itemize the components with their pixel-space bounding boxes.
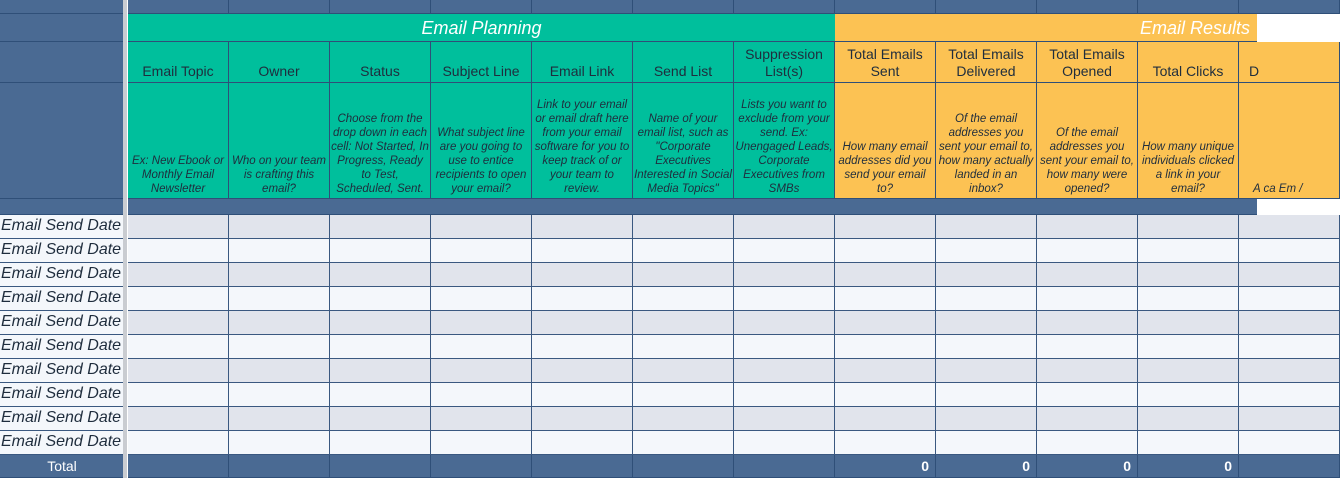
- data-row: [0, 383, 1257, 407]
- header-total-clicks[interactable]: Total Clicks: [1138, 42, 1239, 83]
- data-cell[interactable]: [532, 431, 633, 455]
- desc-status[interactable]: Choose from the drop down in each cell: Not Started, In Progress, Ready to Test, Scheduled, Sent.: [330, 83, 431, 199]
- data-cell[interactable]: [128, 407, 229, 431]
- total-cell[interactable]: [734, 455, 835, 478]
- data-cell[interactable]: [330, 239, 431, 263]
- data-cell[interactable]: [1239, 359, 1340, 383]
- data-cell[interactable]: [1037, 311, 1138, 335]
- data-cell[interactable]: [330, 263, 431, 287]
- header-owner[interactable]: Owner: [229, 42, 330, 83]
- cell[interactable]: [835, 0, 936, 14]
- data-row: [0, 311, 1257, 335]
- data-cell[interactable]: [229, 311, 330, 335]
- data-cell[interactable]: [128, 431, 229, 455]
- cell[interactable]: [128, 0, 229, 14]
- data-cell[interactable]: [330, 383, 431, 407]
- data-cell[interactable]: [734, 383, 835, 407]
- data-cell[interactable]: [431, 383, 532, 407]
- desc-send-list[interactable]: Name of your email list, such as "Corporate Executives Interested in Social Media Topics": [633, 83, 734, 199]
- cell[interactable]: [734, 0, 835, 14]
- data-cell[interactable]: [128, 287, 229, 311]
- data-cell[interactable]: [835, 407, 936, 431]
- data-row: [0, 359, 1257, 383]
- cell[interactable]: [1037, 0, 1138, 14]
- total-cell[interactable]: [431, 455, 532, 478]
- data-cell[interactable]: [1239, 239, 1340, 263]
- row-label-email-send-date[interactable]: Email Send Date: [0, 287, 124, 311]
- data-cell[interactable]: [1239, 215, 1340, 239]
- data-cell[interactable]: [532, 311, 633, 335]
- data-cell[interactable]: [1138, 215, 1239, 239]
- total-cell[interactable]: [633, 455, 734, 478]
- data-cell[interactable]: [936, 383, 1037, 407]
- data-cell[interactable]: [431, 335, 532, 359]
- data-cell[interactable]: [633, 335, 734, 359]
- data-cell[interactable]: [936, 359, 1037, 383]
- data-cell[interactable]: [936, 263, 1037, 287]
- data-cell[interactable]: [1037, 335, 1138, 359]
- desc-partial[interactable]: A ca Em /: [1239, 83, 1340, 199]
- cell[interactable]: [1138, 0, 1239, 14]
- data-cell[interactable]: [229, 383, 330, 407]
- data-cell[interactable]: [532, 263, 633, 287]
- data-cell[interactable]: [835, 263, 936, 287]
- total-clicks-value[interactable]: 0: [1138, 455, 1239, 478]
- data-cell[interactable]: [835, 359, 936, 383]
- cell[interactable]: [431, 0, 532, 14]
- row-label-email-send-date[interactable]: Email Send Date: [0, 431, 124, 455]
- data-cell[interactable]: [1239, 263, 1340, 287]
- data-cell[interactable]: [1037, 431, 1138, 455]
- data-cell[interactable]: [633, 215, 734, 239]
- data-cell[interactable]: [734, 359, 835, 383]
- header-status[interactable]: Status: [330, 42, 431, 83]
- data-row: [0, 407, 1257, 431]
- data-cell[interactable]: [1037, 215, 1138, 239]
- data-cell[interactable]: [532, 215, 633, 239]
- data-row: [0, 239, 1257, 263]
- data-cell[interactable]: [229, 287, 330, 311]
- data-cell[interactable]: [734, 287, 835, 311]
- data-cell[interactable]: [431, 287, 532, 311]
- data-cell[interactable]: [1037, 407, 1138, 431]
- data-cell[interactable]: [330, 431, 431, 455]
- data-row: [0, 287, 1257, 311]
- header-suppression-lists[interactable]: Suppression List(s): [734, 42, 835, 83]
- data-cell[interactable]: [431, 263, 532, 287]
- cell[interactable]: [229, 0, 330, 14]
- data-cell[interactable]: [936, 287, 1037, 311]
- results-band[interactable]: [835, 14, 1257, 42]
- data-cell[interactable]: [936, 335, 1037, 359]
- data-cell[interactable]: [128, 335, 229, 359]
- data-cell[interactable]: [936, 239, 1037, 263]
- desc-total-delivered[interactable]: Of the email addresses you sent your email to, how many actually landed in an inbox?: [936, 83, 1037, 199]
- row-label-email-send-date[interactable]: Email Send Date: [0, 407, 124, 431]
- top-strip-row: [0, 0, 1257, 14]
- total-cell[interactable]: [532, 455, 633, 478]
- data-cell[interactable]: [633, 287, 734, 311]
- data-cell[interactable]: [330, 407, 431, 431]
- data-cell[interactable]: [633, 431, 734, 455]
- cell[interactable]: [936, 0, 1037, 14]
- data-cell[interactable]: [128, 239, 229, 263]
- data-cell[interactable]: [1138, 239, 1239, 263]
- data-cell[interactable]: [1239, 335, 1340, 359]
- total-cell[interactable]: [128, 455, 229, 478]
- column-header-row: [0, 42, 1260, 83]
- data-cell[interactable]: [532, 383, 633, 407]
- data-cell[interactable]: [532, 359, 633, 383]
- data-cell[interactable]: [936, 311, 1037, 335]
- data-cell[interactable]: [633, 383, 734, 407]
- data-row: [0, 215, 1257, 239]
- data-cell[interactable]: [229, 263, 330, 287]
- cell[interactable]: [532, 0, 633, 14]
- data-cell[interactable]: [936, 407, 1037, 431]
- data-cell[interactable]: [431, 407, 532, 431]
- data-cell[interactable]: [1138, 287, 1239, 311]
- row-label-email-send-date[interactable]: Email Send Date: [0, 359, 124, 383]
- desc-total-sent[interactable]: How many email addresses did you send your email to?: [835, 83, 936, 199]
- data-cell[interactable]: [431, 239, 532, 263]
- data-cell[interactable]: [229, 239, 330, 263]
- desc-email-topic[interactable]: Ex: New Ebook or Monthly Email Newsletter: [128, 83, 229, 199]
- data-cell[interactable]: [532, 239, 633, 263]
- row-label-email-send-date[interactable]: Email Send Date: [0, 239, 124, 263]
- data-cell[interactable]: [330, 359, 431, 383]
- planning-band[interactable]: [128, 14, 835, 42]
- data-cell[interactable]: [330, 287, 431, 311]
- data-cell[interactable]: [734, 431, 835, 455]
- row-header[interactable]: [0, 199, 124, 215]
- separator-band[interactable]: [128, 199, 1257, 215]
- header-total-delivered[interactable]: Total Emails Delivered: [936, 42, 1037, 83]
- header-email-link[interactable]: Email Link: [532, 42, 633, 83]
- data-cell[interactable]: [1239, 383, 1340, 407]
- data-cell[interactable]: [128, 383, 229, 407]
- frozen-column-divider[interactable]: [123, 0, 127, 478]
- header-send-list[interactable]: Send List: [633, 42, 734, 83]
- data-cell[interactable]: [734, 407, 835, 431]
- total-cell[interactable]: [330, 455, 431, 478]
- data-cell[interactable]: [1037, 263, 1138, 287]
- data-cell[interactable]: [1138, 407, 1239, 431]
- data-cell[interactable]: [1138, 263, 1239, 287]
- data-cell[interactable]: [633, 239, 734, 263]
- desc-subject-line[interactable]: What subject line are you going to use to entice recipients to open your email?: [431, 83, 532, 199]
- data-cell[interactable]: [734, 263, 835, 287]
- data-cell[interactable]: [431, 215, 532, 239]
- data-cell[interactable]: [1037, 239, 1138, 263]
- header-total-opened[interactable]: Total Emails Opened: [1037, 42, 1138, 83]
- row-header[interactable]: [0, 83, 124, 199]
- row-header[interactable]: [0, 0, 124, 14]
- data-cell[interactable]: [1138, 383, 1239, 407]
- data-cell[interactable]: [128, 215, 229, 239]
- data-cell[interactable]: [330, 215, 431, 239]
- total-cell[interactable]: [229, 455, 330, 478]
- section-band-row: [0, 14, 1257, 42]
- data-cell[interactable]: [633, 407, 734, 431]
- header-email-topic[interactable]: Email Topic: [128, 42, 229, 83]
- data-cell[interactable]: [1239, 311, 1340, 335]
- data-cell[interactable]: [734, 215, 835, 239]
- data-cell[interactable]: [835, 215, 936, 239]
- header-partial[interactable]: D: [1239, 42, 1340, 83]
- row-label-email-send-date[interactable]: Email Send Date: [0, 311, 124, 335]
- data-cell[interactable]: [734, 335, 835, 359]
- data-cell[interactable]: [431, 311, 532, 335]
- data-cell[interactable]: [633, 359, 734, 383]
- total-row: [0, 455, 1257, 478]
- total-delivered-value[interactable]: 0: [936, 455, 1037, 478]
- row-label-email-send-date[interactable]: Email Send Date: [0, 215, 124, 239]
- results-band-title: Email Results: [1140, 18, 1251, 38]
- data-cell[interactable]: [532, 287, 633, 311]
- header-total-sent[interactable]: Total Emails Sent: [835, 42, 936, 83]
- data-row: [0, 431, 1257, 455]
- data-cell[interactable]: [229, 335, 330, 359]
- data-cell[interactable]: [835, 335, 936, 359]
- row-label-email-send-date[interactable]: Email Send Date: [0, 383, 124, 407]
- data-cell[interactable]: [633, 263, 734, 287]
- data-cell[interactable]: [633, 311, 734, 335]
- data-cell[interactable]: [431, 431, 532, 455]
- data-cell[interactable]: [1037, 359, 1138, 383]
- total-cell[interactable]: [1239, 455, 1340, 478]
- data-cell[interactable]: [229, 407, 330, 431]
- planning-band-title: Email Planning: [421, 18, 542, 38]
- desc-email-link[interactable]: Link to your email or email draft here from your email software for you to keep track of or your team to review.: [532, 83, 633, 199]
- data-cell[interactable]: [128, 263, 229, 287]
- data-cell[interactable]: [1138, 359, 1239, 383]
- data-cell[interactable]: [835, 311, 936, 335]
- data-cell[interactable]: [1138, 431, 1239, 455]
- data-cell[interactable]: [1239, 287, 1340, 311]
- data-cell[interactable]: [835, 239, 936, 263]
- data-cell[interactable]: [532, 407, 633, 431]
- cell[interactable]: [1239, 0, 1340, 14]
- separator-row: [0, 199, 1257, 215]
- data-cell[interactable]: [128, 311, 229, 335]
- row-label-email-send-date[interactable]: Email Send Date: [0, 263, 124, 287]
- data-cell[interactable]: [1037, 287, 1138, 311]
- desc-owner[interactable]: Who on your team is crafting this email?: [229, 83, 330, 199]
- data-cell[interactable]: [1239, 431, 1340, 455]
- data-row: [0, 263, 1257, 287]
- data-cell[interactable]: [1138, 335, 1239, 359]
- desc-suppression-lists[interactable]: Lists you want to exclude from your send. Ex: Unengaged Leads, Corporate Executives from SMBs: [734, 83, 835, 199]
- data-cell[interactable]: [734, 311, 835, 335]
- data-cell[interactable]: [229, 431, 330, 455]
- total-label[interactable]: Total: [0, 455, 124, 478]
- header-subject-line[interactable]: Subject Line: [431, 42, 532, 83]
- data-cell[interactable]: [1138, 311, 1239, 335]
- data-cell[interactable]: [835, 287, 936, 311]
- data-cell[interactable]: [128, 359, 229, 383]
- desc-total-clicks[interactable]: How many unique individuals clicked a link in your email?: [1138, 83, 1239, 199]
- data-cell[interactable]: [330, 335, 431, 359]
- data-cell[interactable]: [330, 311, 431, 335]
- data-cell[interactable]: [532, 335, 633, 359]
- total-sent-value[interactable]: 0: [835, 455, 936, 478]
- desc-total-opened[interactable]: Of the email addresses you sent your email to, how many were opened?: [1037, 83, 1138, 199]
- data-cell[interactable]: [431, 359, 532, 383]
- data-cell[interactable]: [936, 215, 1037, 239]
- cell[interactable]: [330, 0, 431, 14]
- data-cell[interactable]: [229, 215, 330, 239]
- total-opened-value[interactable]: 0: [1037, 455, 1138, 478]
- row-header[interactable]: [0, 14, 124, 42]
- data-cell[interactable]: [835, 431, 936, 455]
- data-row: [0, 335, 1257, 359]
- data-cell[interactable]: [229, 359, 330, 383]
- data-cell[interactable]: [1239, 407, 1340, 431]
- row-label-email-send-date[interactable]: Email Send Date: [0, 335, 124, 359]
- data-cell[interactable]: [734, 239, 835, 263]
- row-header[interactable]: [0, 42, 124, 83]
- description-row: [0, 83, 1303, 199]
- data-cell[interactable]: [1037, 383, 1138, 407]
- data-cell[interactable]: [835, 383, 936, 407]
- cell[interactable]: [633, 0, 734, 14]
- data-cell[interactable]: [936, 431, 1037, 455]
